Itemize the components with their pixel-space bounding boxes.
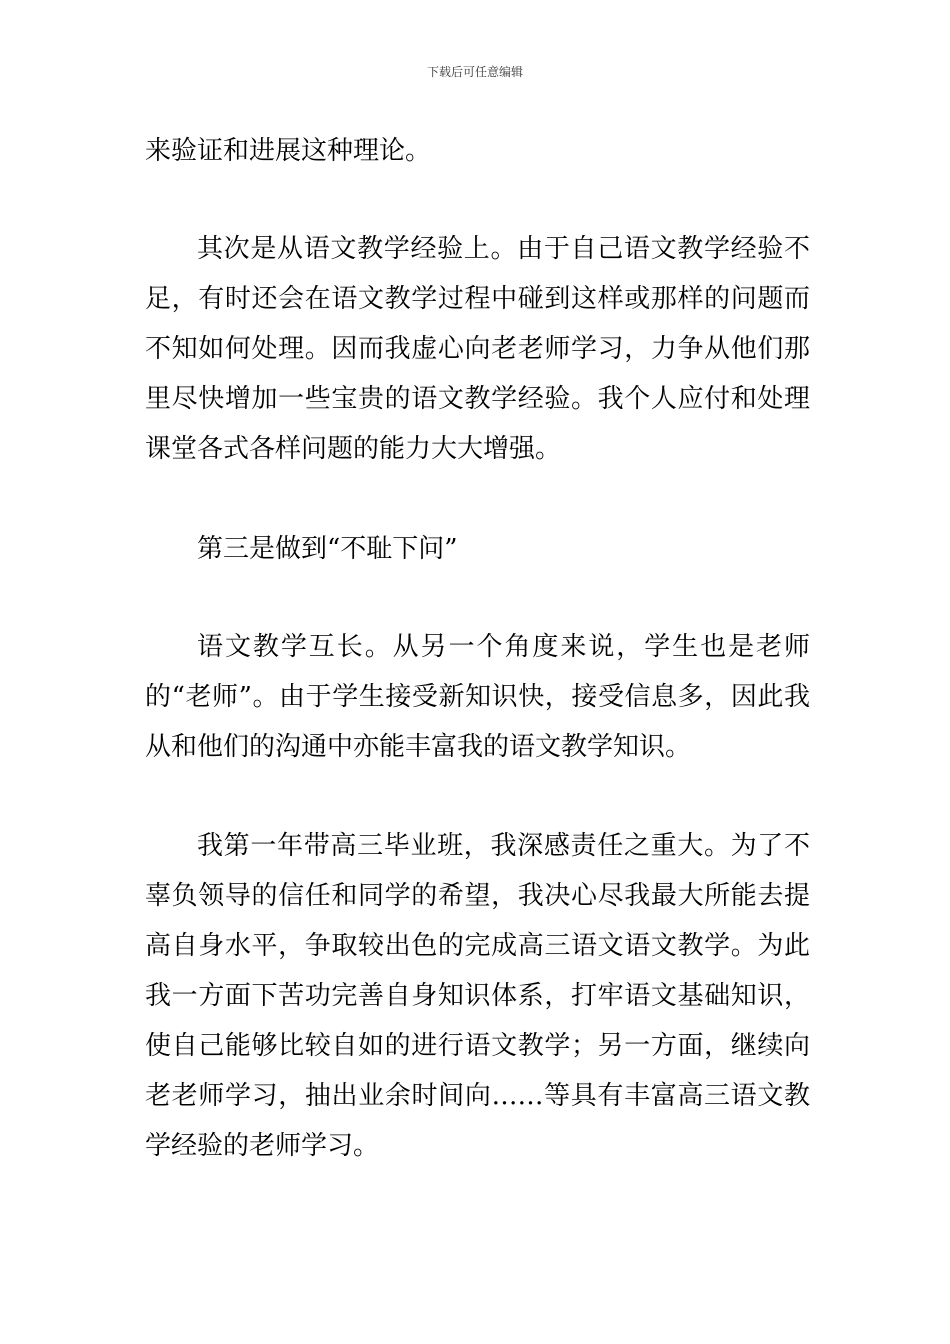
paragraph-teaching-experience: 其次是从语文教学经验上。由于自己语文教学经验不足，有时还会在语文教学过程中碰到这样或那样的问题而不知如何处理。因而我虚心向老老师学习，力争从他们那里尽快增加一些宝贵的语文教学经验。我个人应付和处理课堂各式各样问题的能力大大增强。	[145, 234, 810, 464]
paragraph-learning-from-students: 语文教学互长。从另一个角度来说，学生也是老师的“老师”。由于学生接受新知识快，接受信息多，因此我从和他们的沟通中亦能丰富我的语文教学知识。	[145, 632, 810, 762]
paragraph-continuation: 来验证和进展这种理论。	[145, 136, 432, 166]
page-header: 下载后可任意编辑	[426, 65, 523, 79]
paragraph-senior-class: 我第一年带高三毕业班，我深感责任之重大。为了不辜负领导的信任和同学的希望，我决心尽我最大所能去提高自身水平，争取较出色的完成高三语文语文教学。为此我一方面下苦功完善自身知识体系，打牢语文基础知识，使自己能够比较自如的进行语文教学；另一方面，继续向老老师学习，抽出业余时间向……等具有丰富高三语文教学经验的老师学习。	[145, 831, 810, 1161]
paragraph-heading-third: 第三是做到“不耻下问”	[197, 534, 458, 564]
